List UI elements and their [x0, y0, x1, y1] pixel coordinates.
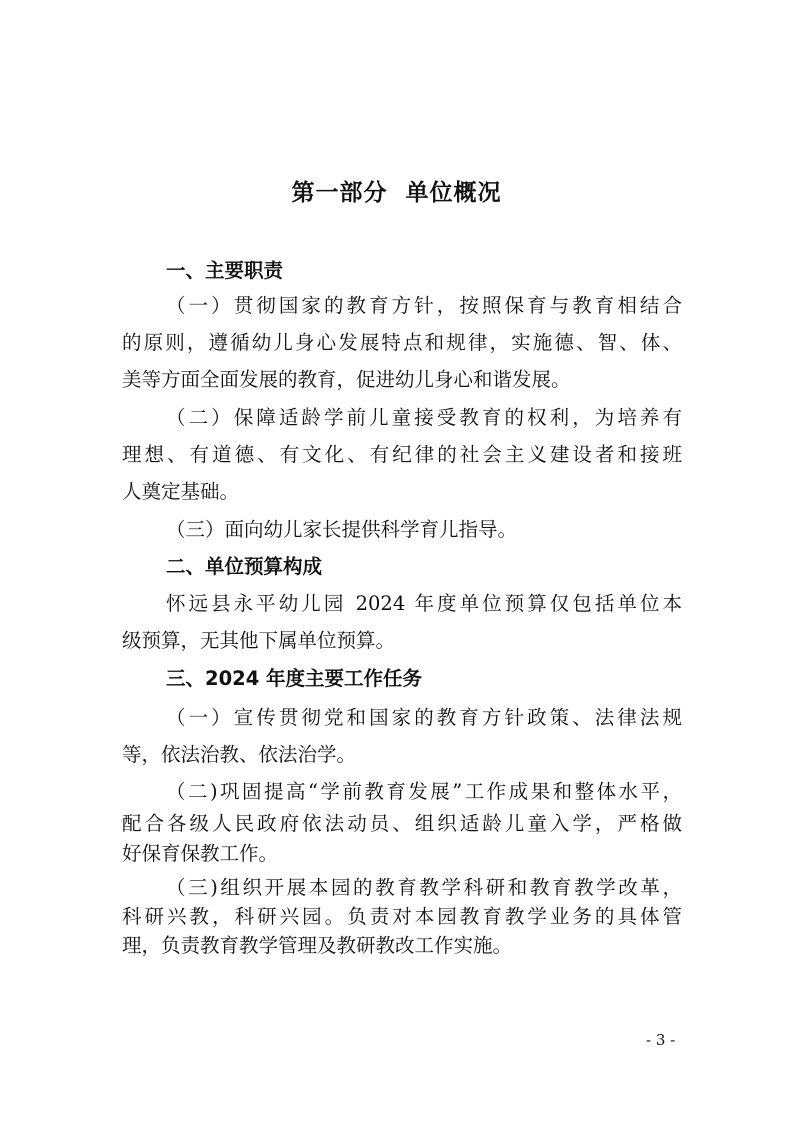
section-heading-budget-composition: 二、单位预算构成 — [166, 555, 323, 578]
paragraph-line: 好保育保教工作。 — [122, 842, 279, 865]
paragraph-line: 理，负责教育教学管理及教研教改工作实施。 — [122, 934, 513, 957]
paragraph-line: （一）宣传贯彻党和国家的教育方针政策、法律法规 — [166, 706, 682, 729]
section-heading-work-tasks: 三、2024 年度主要工作任务 — [166, 667, 423, 690]
paragraph-line: 怀远县永平幼儿园 2024 年度单位预算仅包括单位本 — [166, 592, 682, 615]
paragraph-line: （二)巩固提高“学前教育发展”工作成果和整体水平， — [166, 780, 682, 803]
paragraph-line: 配合各级人民政府依法动员、组织适龄儿童入学，严格做 — [122, 812, 682, 835]
paragraph-line: （三)组织开展本园的教育教学科研和教育教学改革， — [166, 876, 682, 899]
paragraph-line: 等，依法治教、依法治学。 — [122, 743, 357, 766]
paragraph-line: 人奠定基础。 — [122, 480, 240, 503]
section-heading-main-duties: 一、主要职责 — [166, 259, 284, 282]
paragraph-line: 的原则，遵循幼儿身心发展特点和规律，实施德、智、体、 — [122, 331, 682, 354]
paragraph-line: 科研兴教，科研兴园。负责对本园教育教学业务的具体管 — [122, 905, 682, 928]
paragraph-line: 理想、有道德、有文化、有纪律的社会主义建设者和接班 — [122, 443, 682, 466]
paragraph-line: （二）保障适龄学前儿童接受教育的权利，为培养有 — [166, 406, 682, 429]
paragraph-line: （三）面向幼儿家长提供科学育儿指导。 — [166, 518, 518, 541]
paragraph-line: （一）贯彻国家的教育方针，按照保育与教育相结合 — [166, 294, 682, 317]
page-number: - 3 - — [646, 1031, 676, 1049]
paragraph-line: 级预算，无其他下属单位预算。 — [122, 629, 396, 652]
page-title: 第一部分 单位概况 — [291, 180, 502, 206]
paragraph-line: 美等方面全面发展的教育，促进幼儿身心和谐发展。 — [122, 368, 571, 391]
